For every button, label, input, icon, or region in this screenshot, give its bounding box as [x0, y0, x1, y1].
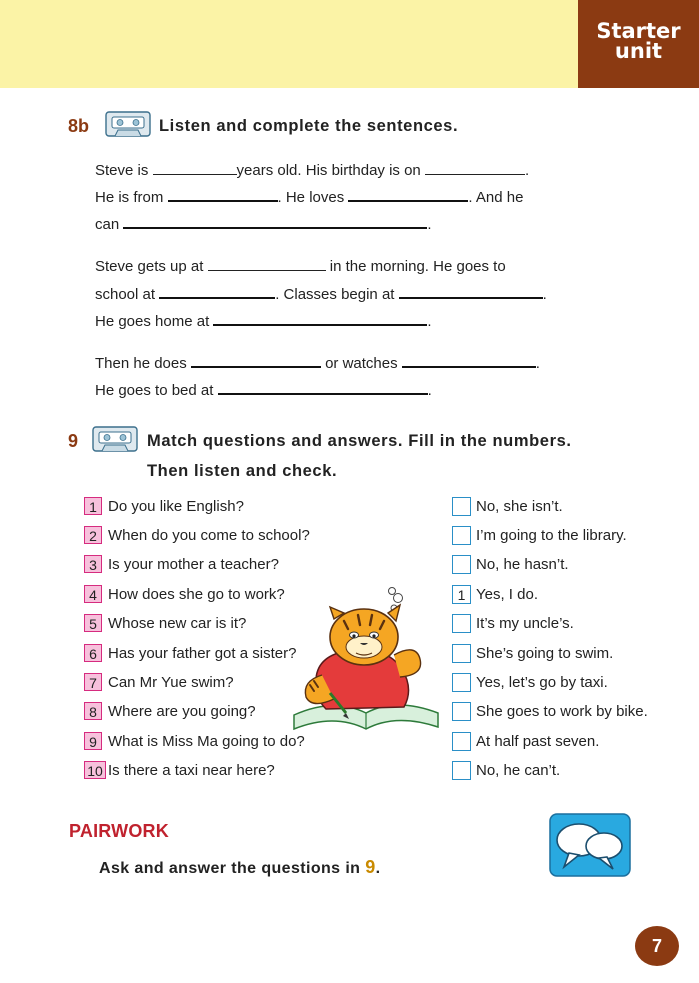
question-text: When do you come to school? [108, 527, 310, 544]
answer-blank[interactable] [208, 256, 326, 271]
sentence-line [95, 160, 529, 182]
answer-number-box[interactable] [452, 673, 471, 692]
sentence-text: He is from [95, 189, 168, 206]
answer-blank[interactable] [168, 186, 278, 202]
sentence-text: . [427, 382, 432, 399]
page-number: 7 [635, 926, 679, 966]
cassette-icon [92, 425, 138, 453]
pairwork-instruction [99, 857, 380, 878]
answer-text: She’s going to swim. [476, 645, 614, 662]
pairwork-text: Ask and answer the questions in [99, 860, 366, 877]
sentence-text: . Classes begin at [275, 286, 399, 303]
sentence-text: . [427, 313, 432, 330]
answer-number-box[interactable] [452, 702, 471, 721]
unit-tab-line2: unit [614, 39, 663, 63]
answer-row [452, 526, 627, 546]
answer-text: At half past seven. [476, 733, 600, 750]
sentence-line [95, 213, 432, 235]
question-text: Has your father got a sister? [108, 645, 297, 662]
question-row [84, 555, 279, 575]
answer-number-box[interactable] [452, 497, 471, 516]
question-text: Can Mr Yue swim? [108, 674, 234, 691]
answer-row [452, 732, 599, 752]
answer-blank[interactable] [213, 310, 427, 326]
sentence-line [95, 283, 547, 305]
unit-tab [578, 0, 699, 88]
answer-text: Yes, let’s go by taxi. [476, 674, 608, 691]
sentence-text: Then he does [95, 355, 191, 372]
exercise-9-title-line2: Then listen and check. [147, 462, 338, 480]
question-text: Is there a taxi near here? [108, 762, 275, 779]
sentence-text: He goes home at [95, 313, 214, 330]
question-row [84, 614, 246, 634]
answer-blank[interactable] [402, 352, 536, 368]
exercise-8b-number: 8b [68, 116, 90, 136]
sentence-line [95, 352, 540, 374]
pairwork-end: . [375, 860, 381, 877]
answer-text: It’s my uncle’s. [476, 615, 574, 632]
sentence-text: . And he [468, 189, 524, 206]
sentence-text: . [542, 286, 547, 303]
question-row [84, 526, 310, 546]
sentence-line [95, 310, 432, 332]
answer-row [452, 555, 569, 575]
cassette-icon [105, 110, 151, 138]
answer-blank[interactable] [191, 352, 321, 368]
sentence-text: . [535, 355, 540, 372]
answer-number-box[interactable]: 1 [452, 585, 471, 604]
answer-number-box[interactable] [452, 644, 471, 663]
question-row [84, 497, 244, 517]
answer-blank[interactable] [425, 160, 525, 175]
question-number-box: 2 [84, 526, 102, 544]
answer-row [452, 761, 560, 781]
answer-blank[interactable] [123, 213, 427, 229]
answer-row [452, 702, 648, 722]
question-text: Do you like English? [108, 498, 244, 515]
unit-tab-line1: Starter [596, 19, 681, 43]
question-row [84, 732, 305, 752]
sentence-text: school at [95, 286, 160, 303]
answer-blank[interactable] [348, 186, 468, 202]
answer-text: Yes, I do. [476, 586, 538, 603]
answer-number-box[interactable] [452, 614, 471, 633]
pairwork-exercise-ref: 9 [365, 857, 376, 877]
sentence-text: . He loves [277, 189, 349, 206]
question-number-box: 3 [84, 555, 102, 573]
pairwork-title: PAIRWORK [69, 821, 169, 841]
question-row [84, 702, 256, 722]
sentence-text: . [427, 216, 432, 233]
answer-row [452, 673, 608, 693]
answer-text: No, he hasn’t. [476, 556, 569, 573]
sentence-text: Steve is [95, 162, 153, 179]
question-text: Where are you going? [108, 703, 256, 720]
question-number-box: 8 [84, 702, 102, 720]
answer-number-box[interactable] [452, 526, 471, 545]
sentence-line [95, 256, 506, 278]
question-row [84, 585, 285, 605]
answer-text: No, he can’t. [476, 762, 561, 779]
answer-row [452, 585, 538, 605]
exercise-8b-title: Listen and complete the sentences. [159, 117, 459, 135]
sentence-text: . [524, 162, 530, 179]
speech-bubbles-icon [549, 813, 631, 877]
answer-text: I’m going to the library. [476, 527, 627, 544]
answer-blank[interactable] [153, 160, 237, 175]
answer-number-box[interactable] [452, 555, 471, 574]
sentence-text: Steve gets up at [95, 258, 208, 275]
sentence-text: years old. His birthday is on [236, 162, 425, 179]
answer-text: No, she isn’t. [476, 498, 563, 515]
question-number-box: 4 [84, 585, 102, 603]
question-text: How does she go to work? [108, 586, 285, 603]
answer-row [452, 644, 613, 664]
tiger-illustration [284, 585, 444, 735]
question-text: Whose new car is it? [108, 615, 247, 632]
question-number-box: 6 [84, 644, 102, 662]
question-number-box: 9 [84, 732, 102, 750]
question-number-box: 5 [84, 614, 102, 632]
sentence-line [95, 379, 432, 401]
sentence-line [95, 186, 523, 208]
question-number-box: 10 [84, 761, 106, 779]
question-text: What is Miss Ma going to do? [108, 733, 305, 750]
question-text: Is your mother a teacher? [108, 556, 279, 573]
sentence-text: He goes to bed at [95, 382, 218, 399]
sentence-text: or watches [320, 355, 402, 372]
question-number-box: 1 [84, 497, 102, 515]
header-band [0, 0, 578, 88]
sentence-text: can [95, 216, 124, 233]
answer-text: She goes to work by bike. [476, 703, 648, 720]
answer-number-box[interactable] [452, 761, 471, 780]
answer-number-box[interactable] [452, 732, 471, 751]
sentence-text: in the morning. He goes to [325, 258, 506, 275]
question-row [84, 761, 275, 781]
answer-blank[interactable] [218, 379, 428, 395]
question-row [84, 673, 234, 693]
answer-row [452, 614, 574, 634]
question-row [84, 644, 296, 664]
question-number-box: 7 [84, 673, 102, 691]
answer-row [452, 497, 563, 517]
answer-blank[interactable] [399, 283, 543, 299]
exercise-9-title-line1: Match questions and answers. Fill in the numbers. [147, 432, 572, 450]
answer-blank[interactable] [159, 283, 275, 299]
exercise-9-number: 9 [68, 431, 79, 451]
